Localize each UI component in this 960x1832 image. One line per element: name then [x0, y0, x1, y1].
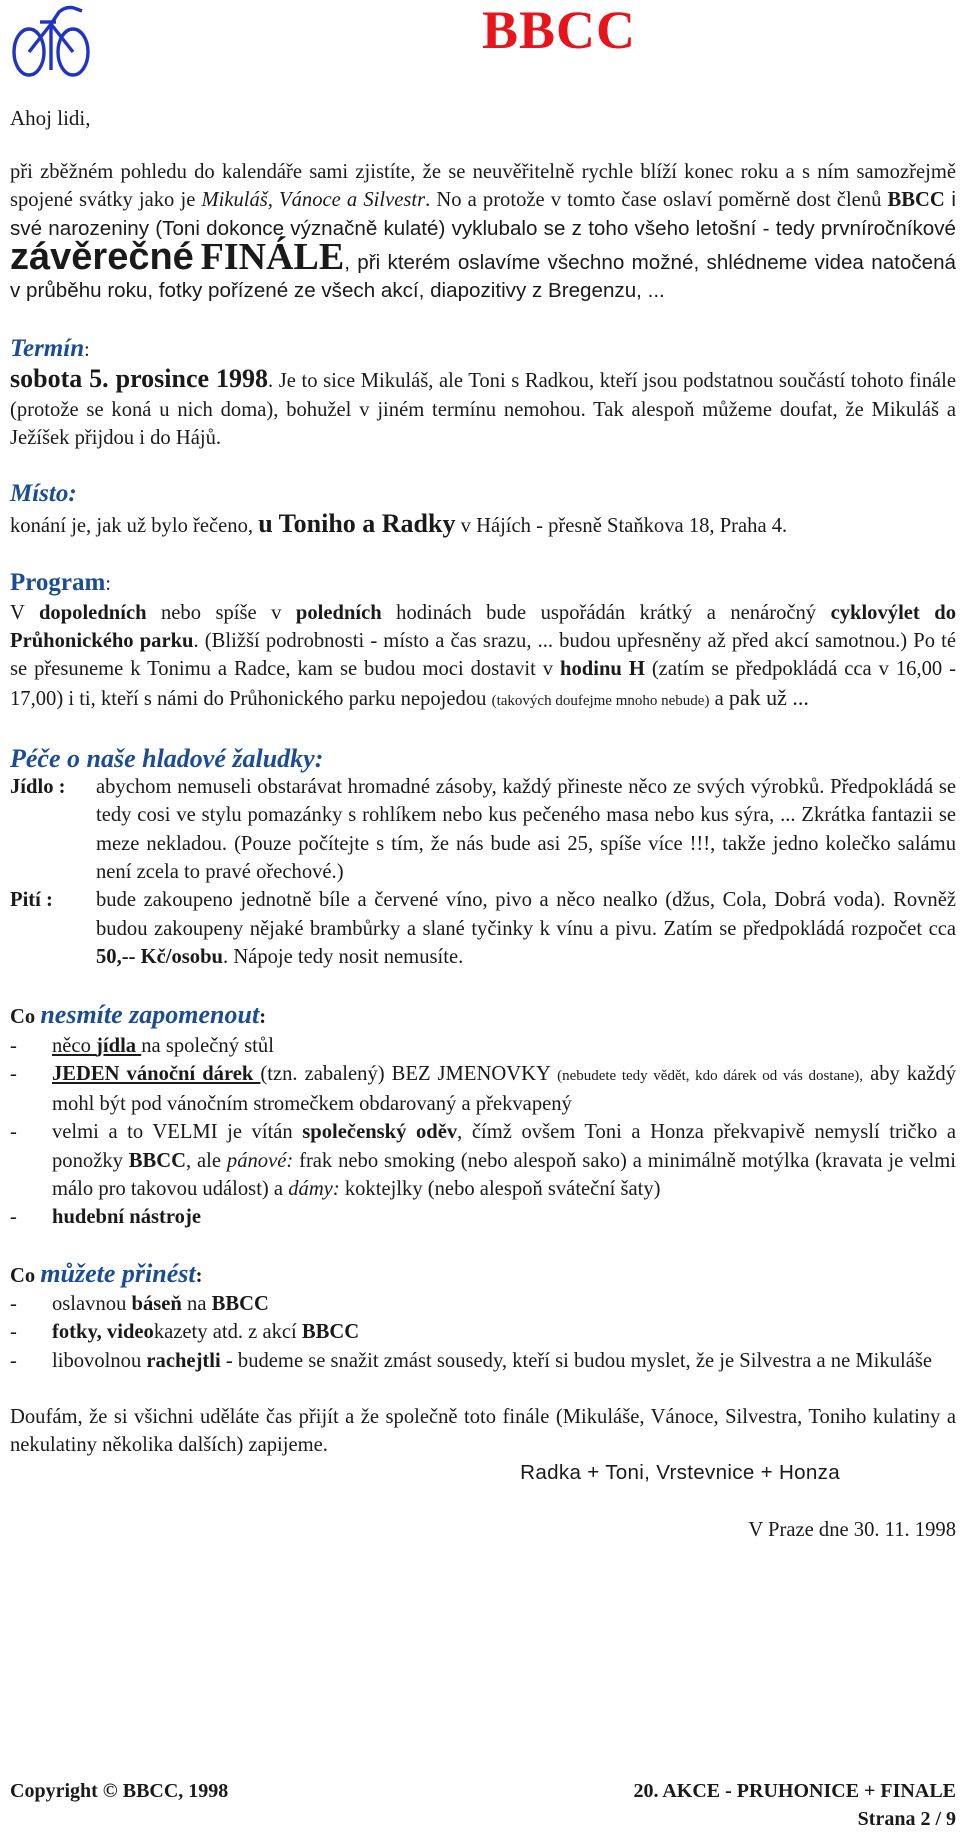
list-text: (tzn. zabalený) BEZ JMENOVKY — [260, 1062, 558, 1085]
list-text: oslavnou — [52, 1292, 132, 1315]
list-text: BBCC — [211, 1292, 269, 1315]
list-text: aby každý mohl být pod vánočním stromečkem obdarovaný a překvapený — [52, 1062, 957, 1116]
bring-colon: : — [195, 1264, 203, 1287]
intro-text: při zběžném pohledu do kalendáře sami zjistíte, že se neuvěřitelně rychle blíží konec roku a s ním samozřejmě spojené svátky jako je — [10, 161, 956, 212]
forget-heading — [10, 1001, 956, 1031]
greeting: Ahoj lidi, — [10, 106, 91, 130]
food-heading: Péče o naše hladové žaludky: — [10, 743, 324, 773]
final-word: závěrečné — [10, 235, 194, 278]
list-dash: - — [10, 1206, 17, 1229]
list-text: , čímž ovšem Toni a Honza překvapivě nemyslí tričko a ponožky — [52, 1121, 956, 1172]
termin-colon: : — [84, 339, 90, 362]
list-text: báseň — [131, 1292, 182, 1315]
list-item — [10, 1060, 956, 1119]
closing-paragraph: Doufám, že si všichni uděláte čas přijít a že společně toto finále (Mikuláše, Vánoce, Silvestra, Toniho kulatiny a nekulatiny několika dalších) zapijeme. — [10, 1405, 956, 1457]
list-text: kazety atd. z akcí — [153, 1321, 302, 1344]
list-item — [10, 1318, 956, 1346]
misto-paragraph — [10, 510, 956, 540]
list-text: koktejlky (nebo alespoň sváteční šaty) — [339, 1178, 661, 1201]
intro-text: . No a protože v tomto čase oslaví poměrně dost členů — [425, 189, 888, 212]
program-text: a — [709, 687, 729, 710]
list-text: BBCC — [128, 1149, 187, 1172]
program-text: . (Bližší podrobnosti - místo a čas srazu, ... budou upřesněny až před akcí samotnou.) Po té se přesuneme k Tonimu a Radce, kam se budou moci dostavit v — [10, 629, 957, 681]
list-text: na společný stůl — [141, 1034, 274, 1057]
list-text: BBCC — [301, 1321, 360, 1344]
program-small: (takových doufejme mnoho nebude) — [491, 692, 710, 709]
bicycle-icon — [10, 2, 96, 78]
list-text: libovolnou — [52, 1349, 147, 1372]
intro-text: , při kterém oslavíme všechno možné, shlédneme videa natočená v průběhu roku, fotky pořízené ze všech akcí, diapozitivy z Bregenzu, ... — [10, 250, 956, 303]
program-heading — [10, 567, 956, 599]
program-bold: dopoledních — [38, 601, 147, 624]
letter-body — [10, 158, 956, 1544]
list-text: hudební nástroje — [52, 1206, 201, 1229]
event-date: sobota 5. prosince 1998 — [10, 364, 268, 394]
list-dash: - — [10, 1349, 17, 1372]
jidlo-text: abychom nemuseli obstarávat hromadné zásoby, každý přineste něco ze svých výrobků. Předpokládá se tedy cosi ve stylu pomazánky s rohlíkem nebo kus pečeného masa nebo kus sýra, ... Zkrátka fantazii se meze nekladou. (Pouze počítejte s tím, že nás bude asi 25, spíše více !!!, takže jedno kolečko salámu není zcela to pravé ořechové.) — [96, 776, 956, 884]
piti-price: 50,-- Kč/osobu — [96, 945, 224, 968]
list-text: velmi a to VELMI je vítán — [52, 1121, 303, 1144]
footer-page-number: Strana 2 / 9 — [857, 1808, 956, 1830]
holidays-text: Mikuláš, Vánoce a Silvestr — [201, 189, 426, 212]
signature: Radka + Toni, Vrstevnice + Honza — [520, 1461, 840, 1485]
program-text: nebo spíše v — [146, 601, 296, 624]
piti-row — [10, 886, 956, 971]
jidlo-row — [10, 773, 956, 886]
list-text: frak nebo smoking (nebo alespoň sako) a minimálně motýlka (kravata je velmi málo pro takovou událost) a — [52, 1149, 957, 1201]
bbcc-text: BBCC — [887, 189, 945, 212]
bring-list — [10, 1290, 956, 1375]
program-end: pak už ... — [728, 684, 809, 710]
program-text: hodinách bude uspořádán krátký a nenáročný — [381, 601, 831, 624]
termin-paragraph — [10, 365, 956, 452]
bring-heading-label: můžete přinést — [40, 1258, 196, 1288]
program-text: V — [10, 601, 39, 624]
termin-heading-label: Termín — [10, 335, 85, 363]
list-text: společenský oděv — [302, 1121, 458, 1144]
list-item — [10, 1032, 956, 1060]
bring-co: Co — [10, 1264, 41, 1287]
jidlo-label: Jídlo : — [10, 776, 66, 799]
list-text: na — [181, 1292, 212, 1315]
piti-label: Pití : — [10, 889, 53, 912]
list-text: pánové: — [226, 1149, 294, 1172]
list-dash: - — [10, 1121, 17, 1144]
bring-heading — [10, 1260, 956, 1290]
forget-colon: : — [259, 1006, 267, 1029]
termin-heading — [10, 333, 956, 365]
list-text: - budeme se snažit zmást sousedy, kteří si budou myslet, že je Silvestra a ne Mikuláše — [220, 1349, 933, 1372]
piti-text-part: . Nápoje tedy nosit nemusíte. — [223, 945, 464, 968]
program-bold: poledních — [295, 601, 382, 624]
program-paragraph — [10, 599, 956, 715]
program-bold: hodinu H — [560, 658, 645, 681]
final-word: FINÁLE — [200, 235, 345, 278]
list-text: rachejtli — [146, 1349, 221, 1372]
program-colon: : — [105, 572, 111, 595]
forget-co: Co — [10, 1006, 41, 1029]
program-text: (zatím se předpokládá cca v 16,00 - 17,00) i ti, kteří s námi do Průhonického parku nepojedou — [10, 658, 956, 710]
program-bold: cyklovýlet do Průhonického parku — [10, 601, 956, 652]
footer-copyright: Copyright © BBCC, 1998 — [10, 1780, 229, 1802]
list-dash: - — [10, 1062, 17, 1085]
list-dash: - — [10, 1292, 17, 1315]
letter-date: V Praze dne 30. 11. 1998 — [748, 1518, 956, 1541]
brand-title: BBCC — [482, 0, 637, 60]
forget-list — [10, 1032, 956, 1232]
piti-text-part: bude zakoupeno jednotně bíle a červené víno, pivo a něco nealko (džus, Cola, Dobrá voda). Rovněž budou zakoupeny nějaké brambůrky a slané tyčinky k vínu a pivu. Zatím se předpokládá rozpočet cca — [96, 889, 956, 940]
misto-heading: Místo: — [10, 480, 77, 508]
list-text: něco — [52, 1034, 97, 1057]
footer-event: 20. AKCE - PRUHONICE + FINALE — [633, 1780, 956, 1802]
intro-text: i své narozeniny (Toni dokonce význačně kulaté) vyklubalo se z toho všeho letošní - tedy prvníročníkové — [10, 188, 957, 240]
list-small-text: (nebudete tedy vědět, kdo dárek od vás dostane), — [557, 1067, 864, 1084]
list-item — [10, 1347, 956, 1375]
list-dash: - — [10, 1321, 17, 1344]
misto-text: konání je, jak už bylo řečeno, — [10, 515, 259, 538]
piti-text — [96, 886, 956, 971]
hosts-name: u Toniho a Radky — [258, 509, 456, 539]
list-item — [10, 1290, 956, 1318]
termin-text: . Je to sice Mikuláš, ale Toni s Radkou, kteří jsou podstatnou součástí tohoto finále (protože se koná u nich doma), bohužel v jiném termínu nemohou. Tak alespoň můžeme doufat, že Mikuláš a Ježíšek přijdou i do Hájů. — [10, 370, 956, 450]
list-text: , ale — [186, 1149, 227, 1172]
list-item — [10, 1203, 956, 1231]
list-text: dámy: — [288, 1178, 340, 1201]
program-heading-label: Program — [10, 568, 106, 596]
forget-heading-label: nesmíte zapomenout — [40, 1000, 260, 1030]
intro-paragraph — [10, 158, 956, 305]
document-page — [10, 0, 958, 1832]
misto-text: v Hájích - přesně Staňkova 18, Praha 4. — [455, 515, 788, 538]
list-text: JEDEN vánoční dárek — [52, 1062, 261, 1085]
list-text: fotky, video — [52, 1321, 154, 1344]
list-dash: - — [10, 1034, 17, 1057]
list-item — [10, 1118, 956, 1203]
list-text: jídla — [96, 1034, 142, 1057]
